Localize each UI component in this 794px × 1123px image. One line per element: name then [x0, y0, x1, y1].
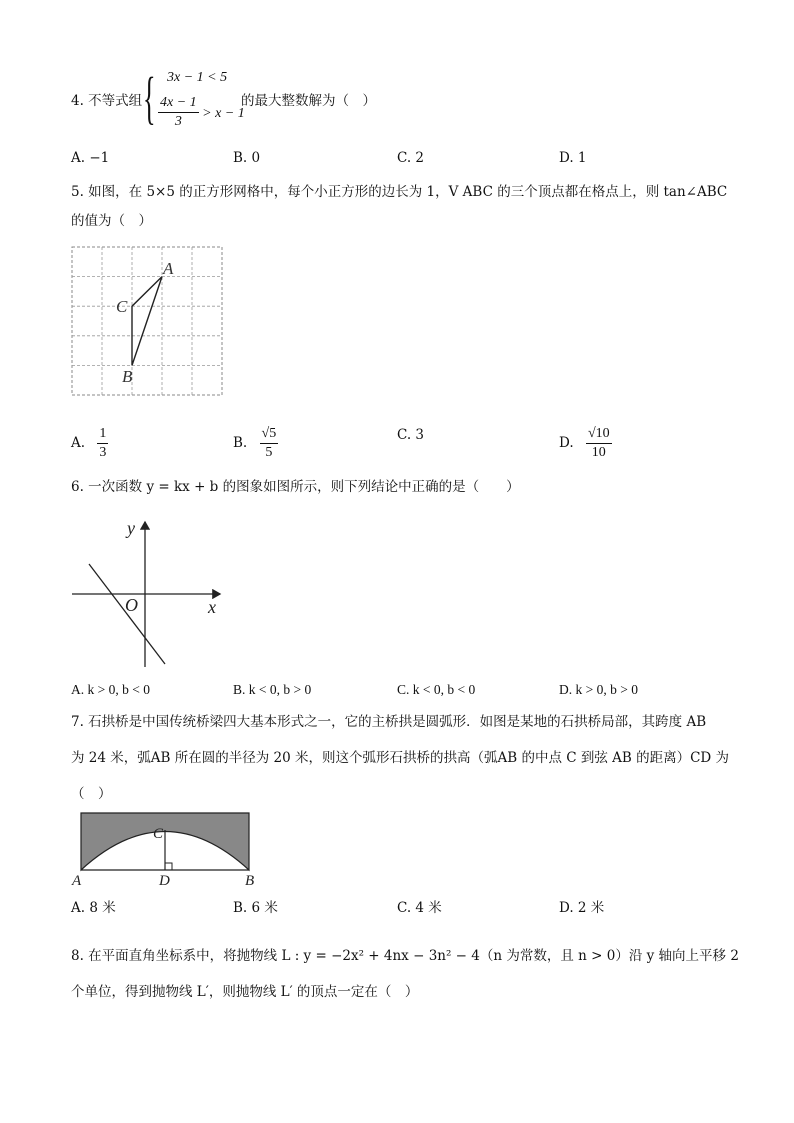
label-c: C: [116, 297, 128, 316]
q4-option-c: C. 2: [397, 150, 425, 166]
q7-option-b: B. 6 米: [233, 900, 278, 916]
q5-option-a-num: 1: [97, 425, 108, 444]
q4-option-b: B. 0: [233, 150, 261, 166]
q5-line2: 的值为（ ）: [71, 213, 152, 229]
q4-ineq1: 3x − 1 < 5: [167, 70, 228, 85]
q7-line3: （ ）: [71, 786, 112, 802]
label-b: B: [245, 873, 255, 889]
origin-label: O: [125, 595, 138, 615]
q5-option-b-den: 5: [265, 445, 273, 460]
q4-ineq2-den: 3: [174, 114, 182, 129]
q7-option-a: A. 8 米: [71, 900, 116, 916]
label-b: B: [122, 367, 133, 386]
q4-ineq2-rest: > x − 1: [198, 106, 245, 121]
q5-option-d-num: √10: [586, 425, 612, 444]
q4-ineq2: [158, 94, 245, 131]
right-angle-mark: [165, 863, 172, 870]
q7-option-c: C. 4 米: [397, 900, 442, 916]
q7-option-d: D. 2 米: [559, 900, 605, 916]
q8-line2: 个单位，得到抛物线 L′，则抛物线 L′ 的顶点一定在（ ）: [71, 984, 419, 1000]
q6-option-c: C. k < 0, b < 0: [397, 682, 476, 697]
q7-bridge-figure: [70, 805, 270, 890]
q5-option-a-den: 3: [99, 445, 107, 460]
triangle-abc: [132, 277, 162, 366]
q6-graph: [70, 512, 240, 672]
q4-option-a: A. −1: [71, 150, 110, 166]
q5-option-d-den: 10: [591, 445, 606, 460]
label-d: D: [159, 873, 170, 889]
q4-ineq2-num: 4x − 1: [158, 94, 199, 113]
q7-line1: 7. 石拱桥是中国传统桥梁四大基本形式之一，它的主桥拱是圆弧形．如图是某地的石拱桥局部，其跨度 AB: [71, 714, 707, 730]
q6-option-d: D. k > 0, b > 0: [559, 682, 638, 697]
q6-option-a: A. k > 0, b < 0: [71, 682, 150, 697]
q5-line1: 5. 如图，在 5×5 的正方形网格中，每个小正方形的边长为 1，V ABC 的三个顶点都在格点上，则 tan∠ABC: [71, 184, 728, 200]
q8-line1: 8. 在平面直角坐标系中，将抛物线 L : y = −2x² + 4nx − 3n² − 4（n 为常数，且 n > 0）沿 y 轴向上平移 2: [71, 948, 739, 964]
label-a: A: [163, 259, 174, 278]
q4-option-d: D. 1: [559, 150, 587, 166]
label-c: C: [153, 826, 164, 842]
q4-suffix: 的最大整数解为（ ）: [241, 93, 376, 109]
q5-option-d: [559, 425, 612, 462]
q5-grid-figure: [70, 245, 230, 405]
x-axis-label: x: [208, 597, 216, 617]
q5-option-c: C. 3: [397, 427, 425, 443]
q5-option-b-label: B.: [233, 435, 248, 451]
q5-option-b: [233, 425, 278, 462]
y-axis-label: y: [127, 518, 135, 538]
q4-prefix: 4. 不等式组: [71, 93, 143, 109]
q4-brace: {: [143, 65, 156, 130]
q5-option-a: [71, 425, 108, 462]
label-a: A: [72, 873, 82, 889]
q6-line1: 6. 一次函数 y = kx + b 的图象如图所示，则下列结论中正确的是（ ）: [71, 479, 520, 495]
q5-option-d-label: D.: [559, 435, 574, 451]
q5-option-b-num: √5: [260, 425, 279, 444]
q6-option-b: B. k < 0, b > 0: [233, 682, 312, 697]
q7-line2: 为 24 米，弧AB 所在圆的半径为 20 米，则这个弧形石拱桥的拱高（弧AB 的中点 C 到弦 AB 的距离）CD 为: [71, 750, 730, 766]
q5-option-a-label: A.: [71, 435, 86, 451]
